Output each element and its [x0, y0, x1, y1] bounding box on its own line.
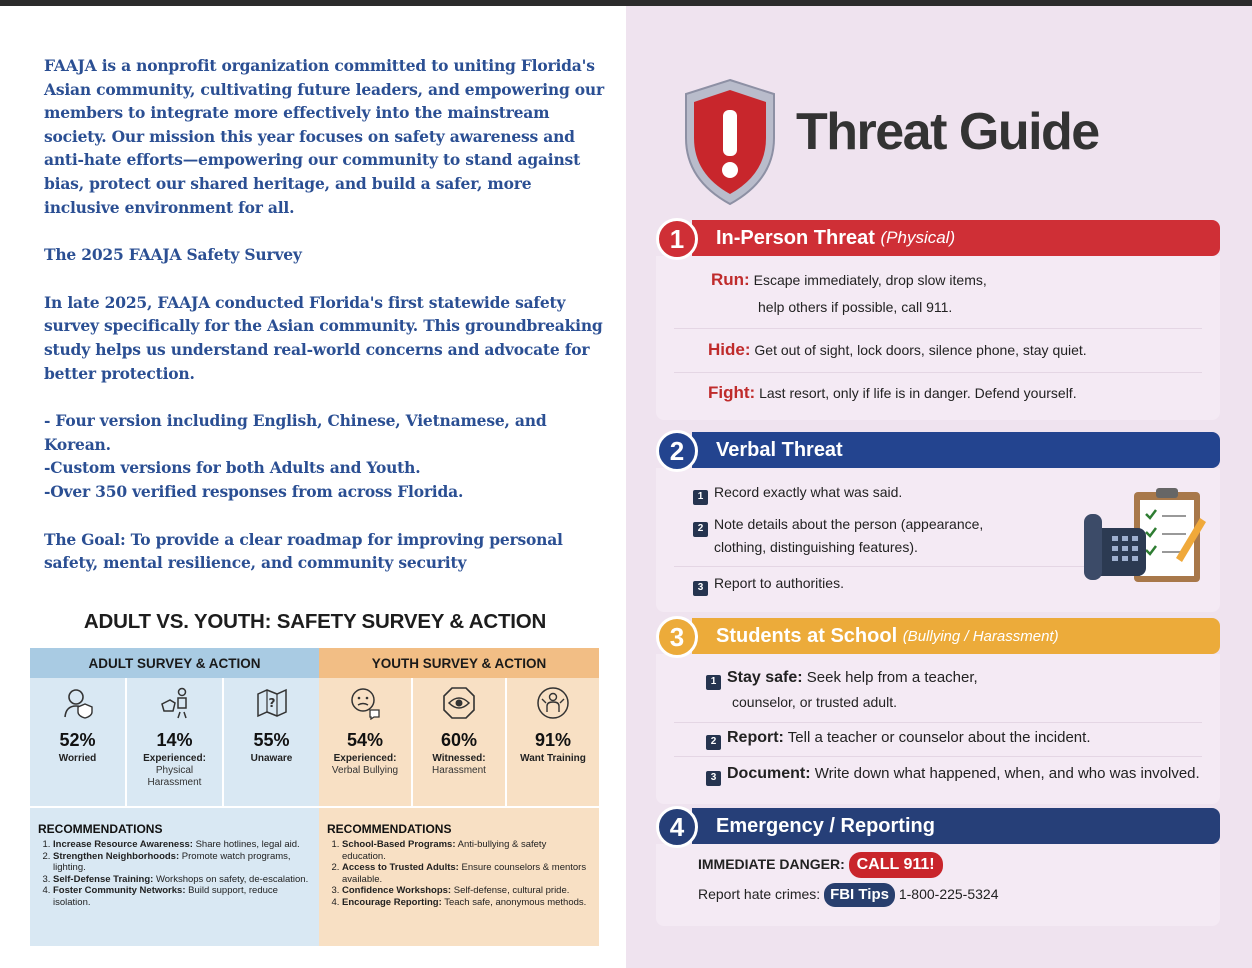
rec-heading: RECOMMENDATIONS [38, 822, 163, 836]
worried-person-icon [61, 686, 95, 720]
fbi-tips-logo: FBI Tips [824, 883, 895, 907]
stat-label: Worried [58, 753, 97, 764]
run-row: Run: Escape immediately, drop slow items, [711, 270, 987, 289]
rec-item: 4. Foster Community Networks: Build support, reduce isolation. [53, 885, 311, 908]
report-row: Report hate crimes: FBI Tips 1-800-225-5324 [698, 882, 999, 907]
rec-item: 2. Access to Trusted Adults: Ensure counselors & mentors available. [342, 862, 591, 885]
stat-value: 55% [253, 730, 290, 750]
stat-sub: Harassment [432, 765, 486, 776]
rec-item: 3. Confidence Workshops: Self-defense, cultural pride. [342, 885, 591, 897]
fight-row: Fight: Last resort, only if life is in danger. Defend yourself. [708, 383, 1077, 402]
rec-item: 3. Self-Defense Training: Workshops on safety, de-escalation. [53, 874, 311, 886]
hide-row: Hide: Get out of sight, lock doors, silence phone, stay quiet. [708, 340, 1087, 359]
rec-item: 4. Encourage Reporting: Teach safe, anonymous methods. [342, 897, 591, 909]
adult-stat [127, 678, 224, 806]
right-page [626, 6, 1252, 968]
adult-recommendations [30, 808, 319, 908]
phone-clipboard-icon [1080, 488, 1210, 592]
eye-icon [442, 686, 476, 720]
verbal-step: 2 Note details about the person (appearance, [693, 512, 983, 537]
section-number: 2 [656, 430, 698, 472]
survey-title: ADULT VS. YOUTH: SAFETY SURVEY & ACTION [83, 610, 547, 633]
stat-label: Want Training [520, 753, 586, 764]
verbal-step: 3 Report to authorities. [693, 571, 844, 596]
svg-text:?: ? [268, 696, 275, 710]
map-question-icon [255, 686, 289, 720]
section-header: Emergency / Reporting [692, 808, 1220, 844]
survey-paragraph: In late 2025, FAAJA conducted Florida's first statewide safety survey specifically for the Asian community. This groundbreaking study helps us understand real-world concerns and advocate for better protection. [44, 292, 603, 383]
youth-recommendations [319, 808, 599, 908]
adult-stat [30, 678, 127, 806]
school-step: 2 Report: Tell a teacher or counselor about the incident. [706, 726, 1091, 750]
rec-item: 1. Increase Resource Awareness: Share hotlines, legal aid. [53, 839, 311, 851]
youth-stat [413, 678, 507, 806]
section-emergency [656, 808, 1220, 928]
stat-label: Witnessed: [432, 753, 486, 764]
rec-item: 2. Strengthen Neighborhoods: Promote watch programs, lighting. [53, 851, 311, 874]
stat-sub: Physical Harassment [147, 765, 202, 788]
stat-value: 60% [440, 730, 478, 750]
verbal-step-cont: clothing, distinguishing features). [714, 539, 918, 555]
warning-shield-icon [680, 76, 780, 208]
bullet-versions: -Custom versions for both Adults and Youth. [44, 458, 421, 478]
youth-stat [319, 678, 413, 806]
bullet-responses: -Over 350 verified responses from across Florida. [44, 481, 464, 501]
section-header: Students at School (Bullying / Harassment) [692, 618, 1220, 654]
stat-value: 91% [534, 730, 572, 750]
bullet-languages: - Four version including English, Chinese, Vietnamese, and Korean. [44, 411, 547, 454]
stat-sub: Verbal Bullying [331, 765, 399, 776]
harassment-icon [158, 686, 192, 720]
speech-bubble-face-icon [348, 686, 382, 720]
rec-item: 1. School-Based Programs: Anti-bullying & safety education. [342, 839, 591, 862]
intro-paragraph: FAAJA is a nonprofit organization committed to uniting Florida's Asian community, cultivating future leaders, and empowering our members to integrate more effectively into the mainstream society. Our mission this year focuses on safety awareness and anti-hate efforts—empowering our community to stand against bias, protect our shared heritage, and build a safer, more inclusive environment for all. [44, 56, 604, 217]
adult-panel [30, 648, 319, 946]
immediate-danger-row: IMMEDIATE DANGER: CALL 911! [698, 852, 943, 878]
stat-label: Experienced: [143, 753, 206, 764]
rec-heading: RECOMMENDATIONS [327, 822, 452, 836]
school-step: 1 Stay safe: Seek help from a teacher, [706, 666, 978, 690]
survey-heading: The 2025 FAAJA Safety Survey [44, 245, 302, 265]
section-school [656, 618, 1220, 798]
school-step-cont: counselor, or trusted adult. [732, 694, 897, 710]
section-header: In-Person Threat (Physical) [692, 220, 1220, 256]
threat-guide-title: Threat Guide [796, 103, 1099, 161]
stat-value: 14% [156, 730, 193, 750]
goal-paragraph: The Goal: To provide a clear roadmap for improving personal safety, mental resilience, and community security [44, 529, 563, 573]
section-number: 1 [656, 218, 698, 260]
stat-value: 54% [346, 730, 384, 750]
youth-panel [319, 648, 599, 946]
adult-header: ADULT SURVEY & ACTION [30, 648, 319, 678]
intro-text [44, 54, 604, 575]
section-in-person [656, 220, 1220, 420]
left-page [0, 6, 626, 968]
youth-stat [507, 678, 599, 806]
training-icon [536, 686, 570, 720]
adult-stat [224, 678, 319, 806]
stat-label: Unaware [250, 753, 293, 764]
youth-header: YOUTH SURVEY & ACTION [319, 648, 599, 678]
section-number: 4 [656, 806, 698, 848]
stat-label: Experienced: [333, 753, 397, 764]
run-row-cont: help others if possible, call 911. [758, 299, 953, 315]
stat-value: 52% [59, 730, 96, 750]
call-911-badge: CALL 911! [849, 852, 943, 878]
school-step: 3 Document: Write down what happened, when, and who was involved. [706, 762, 1200, 786]
section-verbal [656, 432, 1220, 612]
section-header: Verbal Threat [692, 432, 1220, 468]
section-number: 3 [656, 616, 698, 658]
verbal-step: 1 Record exactly what was said. [693, 480, 902, 505]
